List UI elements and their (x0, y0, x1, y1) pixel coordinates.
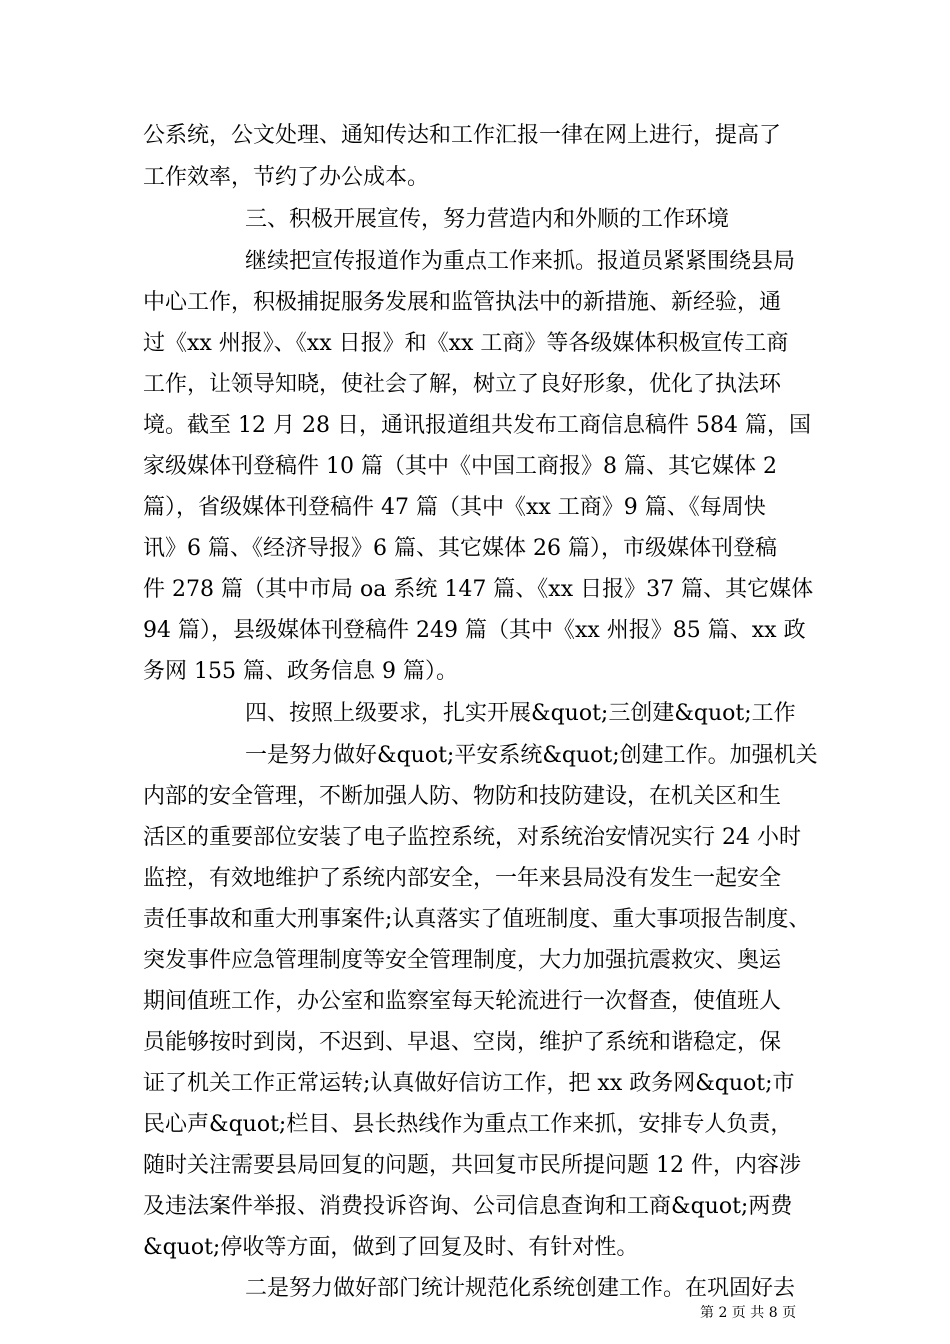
text-line: 件 278 篇（其中市局 oa 系统 147 篇、《xx 日报》37 篇、其它媒体 (143, 577, 814, 602)
text-line: 活区的重要部位安装了电子监控系统，对系统治安情况实行 24 小时 (143, 825, 801, 850)
text-line: 工作，让领导知晓，使社会了解，树立了良好形象，优化了执法环 (143, 372, 782, 397)
text-line: 中心工作，积极捕捉服务发展和监管执法中的新措施、新经验，通 (143, 290, 782, 315)
text-line: &quot;停收等方面，做到了回复及时、有针对性。 (143, 1235, 639, 1260)
text-line: 过《xx 州报》、《xx 日报》和《xx 工商》等各级媒体积极宣传工商 (143, 331, 789, 356)
text-line: 务网 155 篇、政务信息 9 篇）。 (143, 659, 458, 684)
text-line: 证了机关工作正常运转;认真做好信访工作，把 xx 政务网&quot;市 (143, 1071, 795, 1096)
text-line: 及违法案件举报、消费投诉咨询、公司信息查询和工商&quot;两费 (143, 1194, 793, 1219)
text-line: 随时关注需要县局回复的问题，共回复市民所提问题 12 件，内容涉 (143, 1153, 801, 1178)
text-line: 境。截至 12 月 28 日，通讯报道组共发布工商信息稿件 584 篇，国 (143, 413, 811, 438)
text-line: 家级媒体刊登稿件 10 篇（其中《中国工商报》8 篇、其它媒体 2 (143, 454, 777, 479)
section-heading: 三、积极开展宣传，努力营造内和外顺的工作环境 (245, 207, 730, 232)
text-line: 员能够按时到岗，不迟到、早退、空岗，维护了系统和谐稳定，保 (143, 1030, 782, 1055)
page-number-footer: 第 2 页 共 8 页 (700, 1305, 797, 1321)
text-line: 继续把宣传报道作为重点工作来抓。报道员紧紧围绕县局 (245, 249, 796, 274)
text-line: 94 篇），县级媒体刊登稿件 249 篇（其中《xx 州报》85 篇、xx 政 (143, 618, 806, 643)
section-heading: 四、按照上级要求，扎实开展&quot;三创建&quot;工作 (245, 701, 796, 726)
text-line: 期间值班工作，办公室和监察室每天轮流进行一次督查，使值班人 (143, 989, 782, 1014)
text-line: 二是努力做好部门统计规范化系统创建工作。在巩固好去 (245, 1276, 796, 1301)
text-line: 内部的安全管理，不断加强人防、物防和技防建设，在机关区和生 (143, 784, 782, 809)
text-line: 民心声&quot;栏目、县长热线作为重点工作来抓，安排专人负责， (143, 1112, 793, 1137)
text-line: 讯》6 篇、《经济导报》6 篇、其它媒体 26 篇），市级媒体刊登稿 (143, 536, 777, 561)
text-line: 突发事件应急管理制度等安全管理制度，大力加强抗震救灾、奥运 (143, 948, 782, 973)
text-line: 责任事故和重大刑事案件;认真落实了值班制度、重大事项报告制度、 (143, 907, 811, 932)
text-line: 公系统，公文处理、通知传达和工作汇报一律在网上进行，提高了 (143, 123, 782, 148)
text-line: 篇），省级媒体刊登稿件 47 篇（其中《xx 工商》9 篇、《每周快 (143, 495, 766, 520)
text-line: 一是努力做好&quot;平安系统&quot;创建工作。加强机关 (245, 743, 818, 768)
text-line: 工作效率，节约了办公成本。 (143, 165, 430, 190)
text-line: 监控，有效地维护了系统内部安全，一年来县局没有发生一起安全 (143, 866, 782, 891)
